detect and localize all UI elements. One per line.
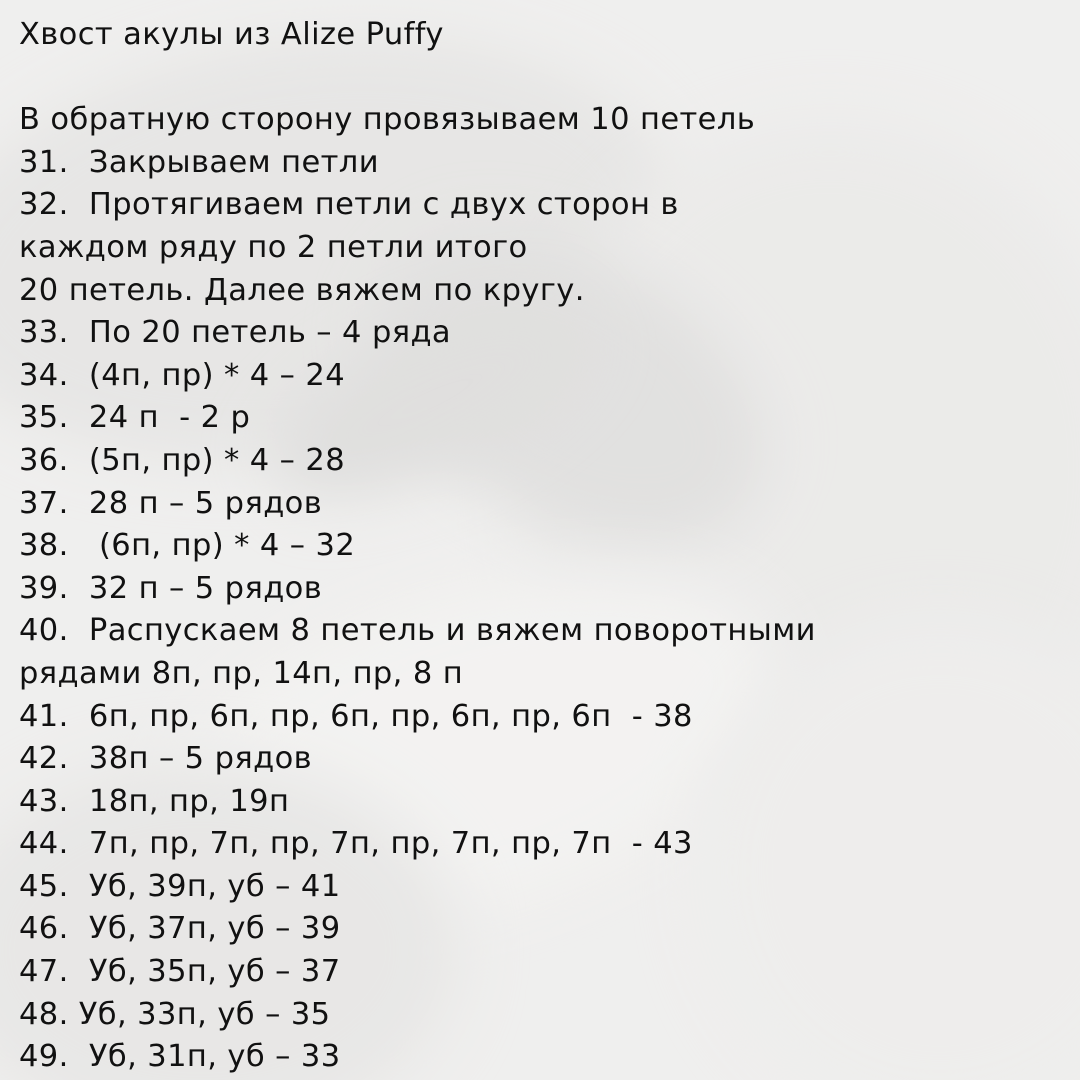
instruction-line: 36. (5п, пр) * 4 – 28	[19, 442, 346, 478]
page-title: Хвост акулы из Alize Puffy	[19, 17, 444, 52]
instruction-line: 33. По 20 петель – 4 ряда	[19, 315, 452, 351]
pattern-text	[19, 14, 1070, 1079]
instruction-line: 48. Уб, 33п, уб – 35	[19, 996, 331, 1032]
instruction-line: 34. (4п, пр) * 4 – 24	[19, 357, 346, 393]
instruction-line: 32. Протягиваем петли с двух сторон в	[19, 187, 679, 223]
instruction-line: 46. Уб, 37п, уб – 39	[19, 911, 341, 947]
instruction-line: 43. 18п, пр, 19п	[19, 783, 290, 819]
instruction-line: 35. 24 п - 2 р	[19, 400, 251, 436]
instruction-line: рядами 8п, пр, 14п, пр, 8 п	[19, 655, 464, 691]
instruction-line: 44. 7п, пр, 7п, пр, 7п, пр, 7п, пр, 7п - 43	[19, 826, 693, 862]
instruction-line: 47. Уб, 35п, уб – 37	[19, 954, 341, 990]
instruction-line: 31. Закрываем петли	[19, 144, 379, 180]
instruction-line: 20 петель. Далее вяжем по кругу.	[19, 272, 585, 308]
instruction-line: каждом ряду по 2 петли итого	[19, 229, 528, 265]
instruction-line: 42. 38п – 5 рядов	[19, 741, 313, 777]
instruction-line: 41. 6п, пр, 6п, пр, 6п, пр, 6п, пр, 6п - 38	[19, 698, 693, 734]
instruction-line: 49. Уб, 31п, уб – 33	[19, 1039, 341, 1075]
instruction-line: 40. Распускаем 8 петель и вяжем поворотными	[19, 613, 816, 649]
instruction-line: 37. 28 п – 5 рядов	[19, 485, 323, 521]
instruction-line: 39. 32 п – 5 рядов	[19, 570, 323, 606]
instruction-line: В обратную сторону провязываем 10 петель	[19, 102, 756, 138]
instruction-line: 45. Уб, 39п, уб – 41	[19, 868, 341, 904]
instruction-line: 38. (6п, пр) * 4 – 32	[19, 528, 356, 564]
